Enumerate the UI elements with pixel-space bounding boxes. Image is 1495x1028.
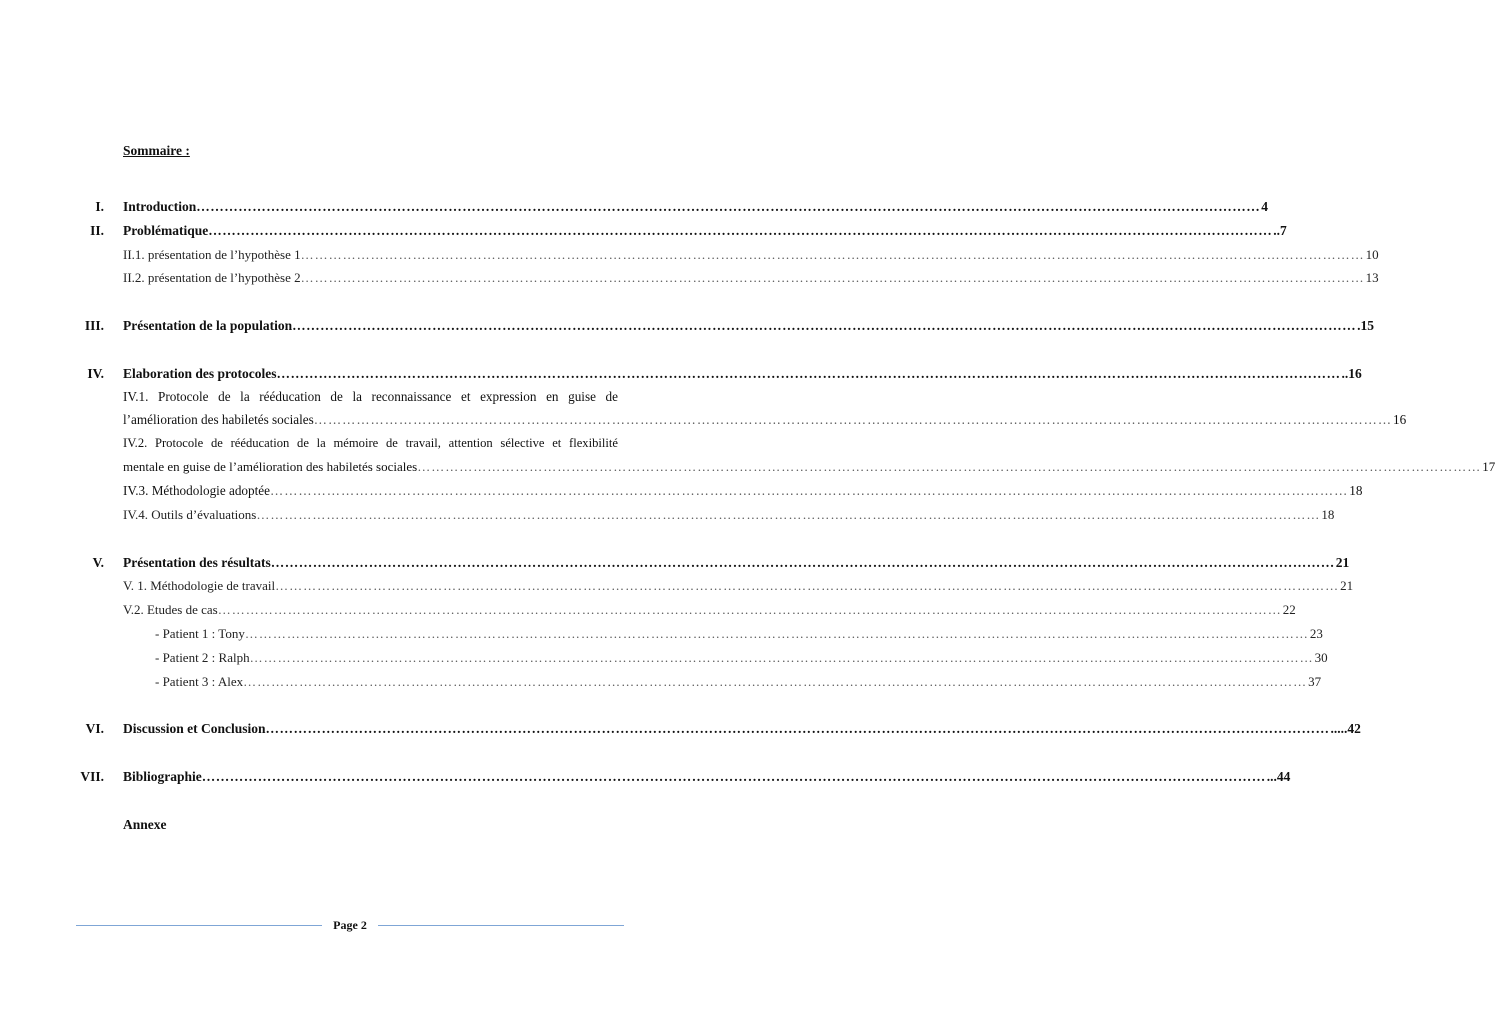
- entry-label: IV.1. Protocole de la rééducation de la reconnaissance et expression en guise de: [123, 389, 618, 404]
- dot-leader: …………………………………………………………………………………………………………………………………………………………………………………………………………: [313, 412, 1393, 427]
- entry-label: IV.4. Outils d’évaluations: [123, 507, 257, 522]
- dot-leader: …………………………………………………………………………………………………………………………………………………………………………………………………………: [249, 650, 1314, 665]
- toc-entry-iv2-line1[interactable]: [123, 436, 618, 451]
- toc-entry-annexe[interactable]: Annexe: [123, 817, 167, 832]
- entry-page: 17: [1482, 459, 1495, 474]
- entry-label: V. 1. Méthodologie de travail: [123, 578, 276, 593]
- section-number: III.: [84, 318, 104, 333]
- dot-leader: …………………………………………………………………………………………………………………………………………………………………………………………………………: [276, 366, 1341, 381]
- toc-entry-patient-2[interactable]: [155, 650, 1328, 666]
- entry-page: 4: [1261, 199, 1269, 214]
- toc-entry-iv3[interactable]: [123, 483, 1363, 499]
- footer-rule-left: [76, 925, 322, 926]
- section-number: II.: [90, 223, 104, 238]
- entry-label: Problématique: [123, 223, 209, 238]
- toc-entry-v2[interactable]: [123, 602, 1296, 618]
- entry-page: ...44: [1266, 769, 1291, 784]
- dot-leader: …………………………………………………………………………………………………………………………………………………………………………………………………………: [244, 626, 1309, 641]
- toc-entry-problematique[interactable]: [123, 223, 1287, 239]
- entry-page: 10: [1365, 247, 1379, 262]
- dot-leader: …………………………………………………………………………………………………………………………………………………………………………………………………………: [217, 602, 1282, 617]
- toc-entry-iv1-line2[interactable]: [123, 412, 1407, 428]
- section-number: V.: [92, 555, 104, 570]
- dot-leader: …………………………………………………………………………………………………………………………………………………………………………………………………………: [201, 769, 1266, 784]
- entry-label: - Patient 2 : Ralph: [155, 650, 250, 665]
- entry-label: Introduction: [123, 199, 197, 214]
- entry-label: V.2. Etudes de cas: [123, 602, 218, 617]
- dot-leader: …………………………………………………………………………………………………………………………………………………………………………………………………………: [270, 483, 1349, 498]
- section-number: IV.: [87, 366, 104, 381]
- entry-label: mentale en guise de l’amélioration des habiletés sociales: [123, 459, 418, 474]
- entry-page: 37: [1308, 674, 1322, 689]
- entry-page: 16: [1393, 412, 1407, 427]
- entry-page: .15: [1357, 318, 1375, 333]
- toc-entry-iv2-line2[interactable]: [123, 459, 1495, 475]
- toc-entry-iv4[interactable]: [123, 507, 1335, 523]
- entry-page: .....42: [1330, 721, 1361, 736]
- dot-leader: …………………………………………………………………………………………………………………………………………………………………………………………………………: [196, 199, 1261, 214]
- entry-label: Présentation des résultats: [123, 555, 271, 570]
- toc-entry-hypothese-1[interactable]: [123, 247, 1379, 263]
- entry-label: II.2. présentation de l’hypothèse 2: [123, 270, 301, 285]
- dot-leader: …………………………………………………………………………………………………………………………………………………………………………………………………………: [300, 270, 1365, 285]
- section-number: I.: [95, 199, 104, 214]
- entry-label: Bibliographie: [123, 769, 202, 784]
- entry-page: 23: [1309, 626, 1323, 641]
- toc-entry-patient-1[interactable]: [155, 626, 1323, 642]
- dot-leader: …………………………………………………………………………………………………………………………………………………………………………………………………………: [270, 555, 1335, 570]
- entry-label: IV.2. Protocole de rééducation de la mémoire de travail, attention sélective et flexibilité: [123, 436, 618, 450]
- footer-page-number: Page 2: [333, 918, 367, 932]
- toc-entry-discussion[interactable]: [123, 721, 1361, 737]
- toc-entry-resultats[interactable]: [123, 555, 1350, 571]
- toc-entry-introduction[interactable]: [123, 199, 1269, 215]
- toc-entry-bibliographie[interactable]: [123, 769, 1291, 785]
- entry-page: 13: [1365, 270, 1379, 285]
- dot-leader: …………………………………………………………………………………………………………………………………………………………………………………………………………: [292, 318, 1357, 333]
- dot-leader: …………………………………………………………………………………………………………………………………………………………………………………………………………: [275, 578, 1340, 593]
- entry-label: Présentation de la population: [123, 318, 293, 333]
- section-number: VII.: [80, 769, 104, 784]
- entry-label: l’amélioration des habiletés sociales: [123, 412, 314, 427]
- section-number: VI.: [85, 721, 104, 736]
- entry-page: 22: [1282, 602, 1296, 617]
- entry-label: II.1. présentation de l’hypothèse 1: [123, 247, 301, 262]
- entry-page: 21: [1340, 578, 1354, 593]
- toc-entry-iv1-line1[interactable]: [123, 389, 618, 405]
- entry-page: 21: [1335, 555, 1350, 570]
- entry-label: Elaboration des protocoles: [123, 366, 277, 381]
- entry-label: IV.3. Méthodologie adoptée: [123, 483, 270, 498]
- entry-page: 18: [1349, 483, 1363, 498]
- entry-page: ..16: [1341, 366, 1362, 381]
- toc-entry-v1[interactable]: [123, 578, 1354, 594]
- toc-title: Sommaire :: [123, 143, 190, 158]
- toc-entry-patient-3[interactable]: [155, 674, 1322, 690]
- dot-leader: …………………………………………………………………………………………………………………………………………………………………………………………………………: [417, 459, 1482, 474]
- entry-page: 30: [1314, 650, 1328, 665]
- dot-leader: …………………………………………………………………………………………………………………………………………………………………………………………………………: [265, 721, 1330, 736]
- entry-label: - Patient 3 : Alex: [155, 674, 244, 689]
- dot-leader: …………………………………………………………………………………………………………………………………………………………………………………………………………: [243, 674, 1308, 689]
- dot-leader: …………………………………………………………………………………………………………………………………………………………………………………………………………: [256, 507, 1321, 522]
- dot-leader: …………………………………………………………………………………………………………………………………………………………………………………………………………: [300, 247, 1365, 262]
- toc-entry-protocoles[interactable]: [123, 366, 1362, 382]
- entry-page: ..7: [1273, 223, 1287, 238]
- footer-rule-right: [378, 925, 624, 926]
- entry-page: 18: [1321, 507, 1335, 522]
- toc-entry-hypothese-2[interactable]: [123, 270, 1379, 286]
- toc-entry-population[interactable]: [123, 318, 1375, 334]
- entry-label: - Patient 1 : Tony: [155, 626, 245, 641]
- entry-label: Discussion et Conclusion: [123, 721, 266, 736]
- dot-leader: …………………………………………………………………………………………………………………………………………………………………………………………………………: [208, 223, 1273, 238]
